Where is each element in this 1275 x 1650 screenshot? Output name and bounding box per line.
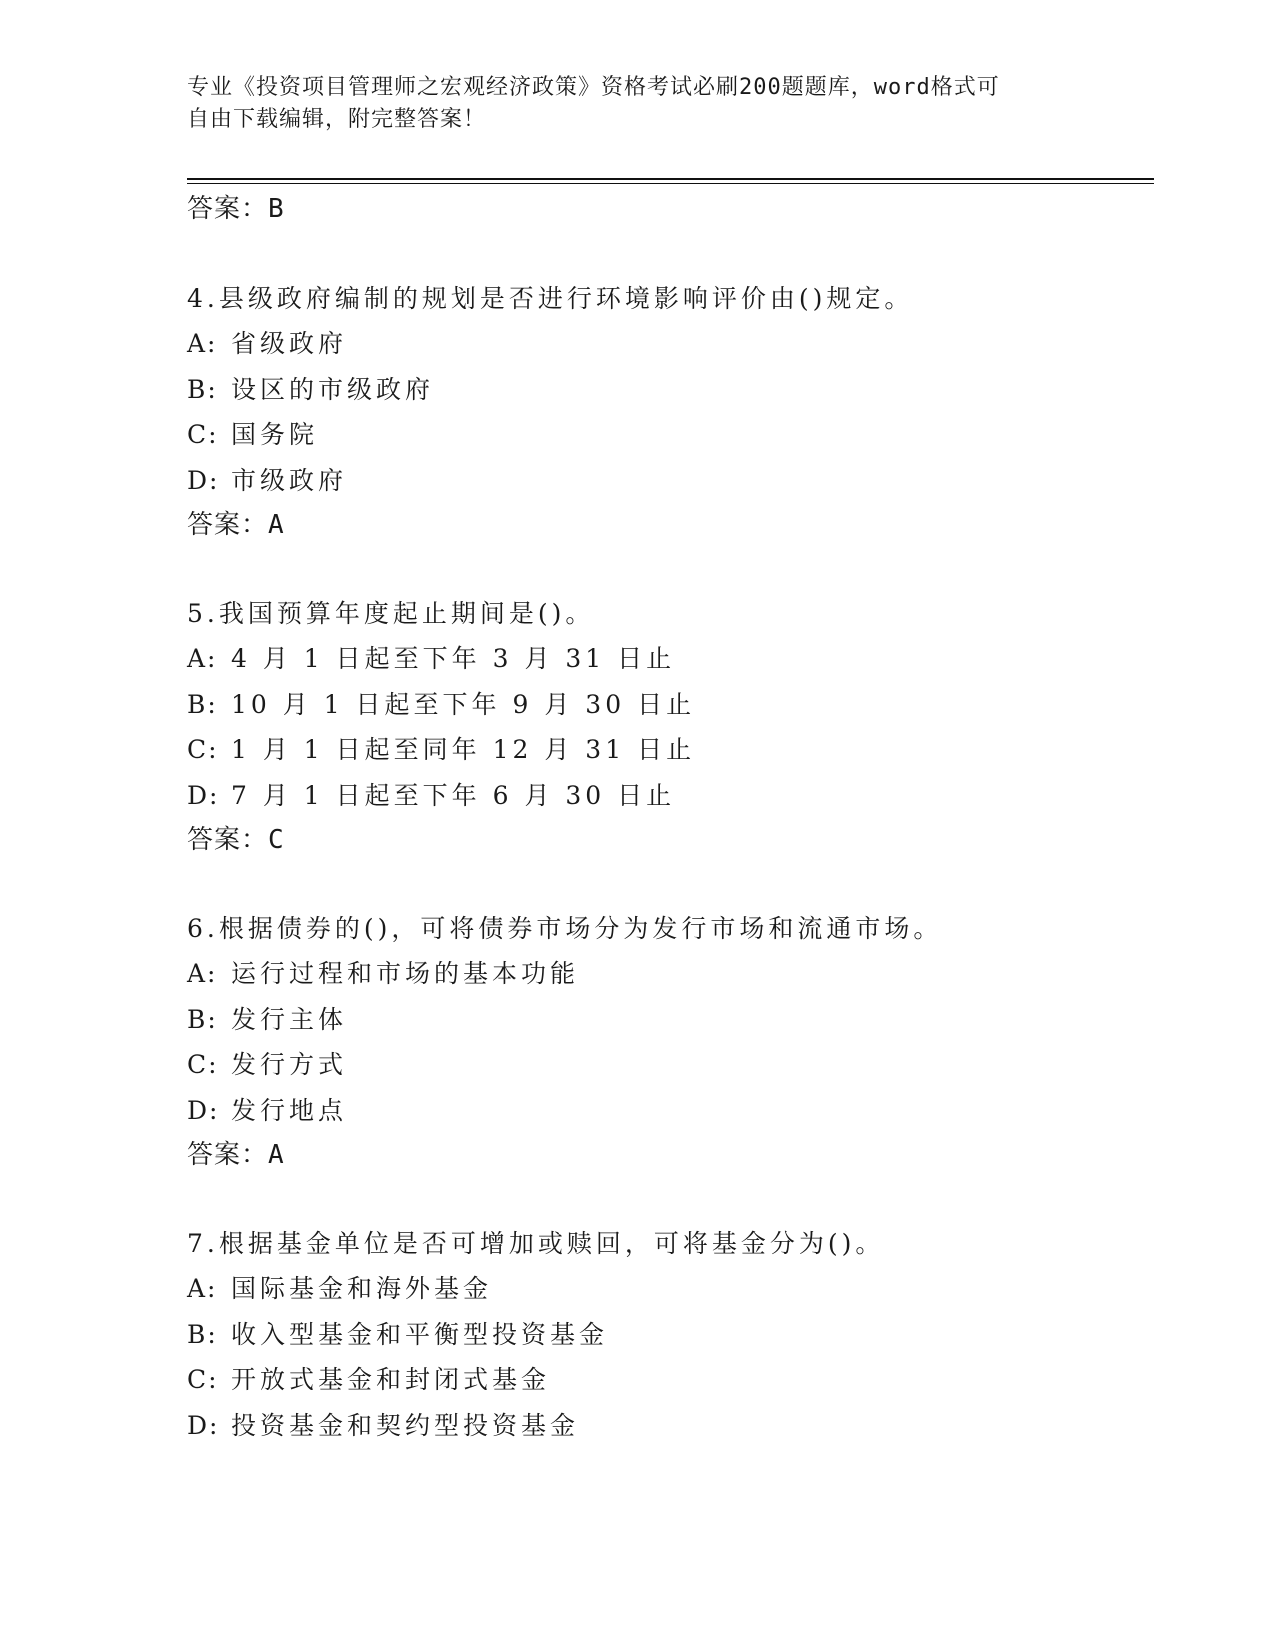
option-text: 投资基金和契约型投资基金 (231, 1410, 580, 1440)
option-c (187, 1364, 1147, 1410)
question-stem: 4.县级政府编制的规划是否进行环境影响评价由()规定。 (187, 284, 914, 313)
option-text: 国务院 (231, 420, 319, 449)
option-text: 10 月 1 日起至下年 9 月 30 日止 (231, 689, 696, 719)
answer-label: 答案： (187, 510, 269, 540)
option-a (187, 328, 1147, 374)
header-line-1: 专业《投资项目管理师之宏观经济政策》资格考试必刷200题题库，word格式可 (187, 75, 1000, 100)
option-key: B: (187, 1004, 218, 1034)
option-text: 1 月 1 日起至同年 12 月 31 日止 (231, 735, 696, 764)
header-line-2: 自由下载编辑，附完整答案！ (187, 107, 487, 132)
question-7 (187, 1228, 1147, 1455)
answer-value: A (268, 510, 285, 540)
option-text: 7 月 1 日起至下年 6 月 30 日止 (231, 780, 676, 810)
question-stem: 5.我国预算年度起止期间是()。 (187, 599, 595, 628)
option-key: B: (187, 1319, 218, 1349)
option-text: 4 月 1 日起至下年 3 月 31 日止 (231, 644, 676, 673)
answer-q4 (187, 508, 285, 542)
option-text: 国际基金和海外基金 (231, 1274, 493, 1303)
answer-q6 (187, 1138, 285, 1172)
option-b (187, 1319, 1147, 1365)
option-text: 发行地点 (231, 1095, 348, 1125)
option-text: 发行方式 (231, 1050, 348, 1079)
option-text: 收入型基金和平衡型投资基金 (231, 1319, 609, 1349)
option-a (187, 643, 1147, 689)
option-text: 省级政府 (231, 329, 348, 358)
question-stem: 6.根据债券的()，可将债券市场分为发行市场和流通市场。 (187, 914, 943, 943)
header-divider (187, 178, 1154, 180)
option-key: A: (187, 329, 218, 358)
option-a (187, 958, 1147, 1004)
option-key: C: (187, 1365, 219, 1394)
document-header (187, 72, 1067, 136)
option-text: 市级政府 (231, 465, 348, 495)
answer-value: B (268, 194, 285, 224)
option-b (187, 1004, 1147, 1050)
option-key: C: (187, 1050, 219, 1079)
option-d (187, 465, 1147, 511)
option-key: B: (187, 374, 218, 404)
answer-label: 答案： (187, 1140, 269, 1170)
question-5 (187, 598, 1147, 825)
option-d (187, 1410, 1147, 1456)
option-key: A: (187, 1274, 218, 1303)
answer-value: C (268, 825, 285, 855)
answer-q3 (187, 192, 285, 226)
question-6 (187, 913, 1147, 1140)
option-key: D: (187, 1410, 220, 1440)
answer-label: 答案： (187, 825, 269, 855)
option-c (187, 734, 1147, 780)
option-text: 开放式基金和封闭式基金 (231, 1365, 551, 1394)
option-c (187, 419, 1147, 465)
option-c (187, 1049, 1147, 1095)
option-key: D: (187, 465, 220, 495)
question-stem: 7.根据基金单位是否可增加或赎回，可将基金分为()。 (187, 1229, 885, 1258)
option-d (187, 1095, 1147, 1141)
answer-label: 答案： (187, 194, 269, 224)
option-key: D: (187, 780, 220, 810)
answer-q5 (187, 823, 285, 857)
option-text: 运行过程和市场的基本功能 (231, 959, 580, 988)
option-d (187, 780, 1147, 826)
option-key: B: (187, 689, 218, 719)
option-key: A: (187, 959, 218, 988)
option-key: A: (187, 644, 218, 673)
option-text: 设区的市级政府 (231, 374, 435, 404)
option-b (187, 689, 1147, 735)
option-key: C: (187, 735, 219, 764)
option-text: 发行主体 (231, 1004, 348, 1034)
answer-value: A (268, 1140, 285, 1170)
header-divider-thin (187, 183, 1154, 184)
option-key: D: (187, 1095, 220, 1125)
question-4 (187, 283, 1147, 510)
option-a (187, 1273, 1147, 1319)
option-key: C: (187, 420, 219, 449)
option-b (187, 374, 1147, 420)
